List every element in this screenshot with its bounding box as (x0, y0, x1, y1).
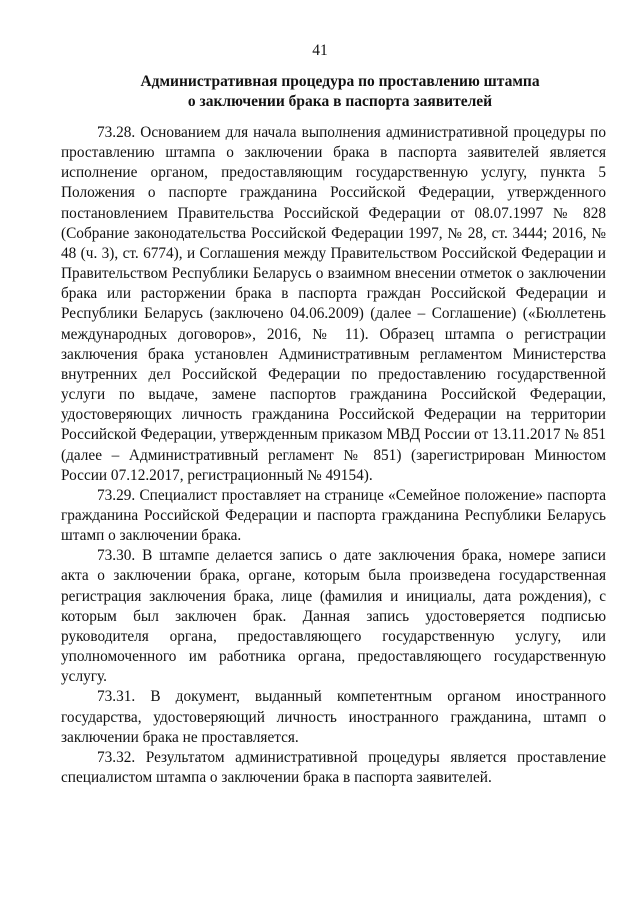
section-title-line-1: Административная процедура по проставлению штампа (140, 73, 540, 90)
document-body (61, 123, 606, 788)
paragraph-73-29: 73.29. Специалист проставляет на странице «Семейное положение» паспорта гражданина Российской Федерации и паспорта гражданина Республики Беларусь штамп о заключении брака. (61, 486, 606, 545)
section-title-line-2: о заключении брака в паспорта заявителей (187, 93, 493, 110)
paragraph-73-28: 73.28. Основанием для начала выполнения административной процедуры по проставлению штампа о заключении брака в паспорта заявителей является исполнение органом, предоставляющим государственную услугу, пункта 5 Положения о паспорте гражданина Российской Федерации, утвержденного постановлением Правительства Российской Федерации от 08.07.1997 № 828 (Собрание законодательства Российской Федерации 1997, № 28, ст. 3444; 2016, № 48 (ч. 3), ст. 6774), и Соглашения между Правительством Российской Федерации и Правительством Республики Беларусь о взаимном внесении отметок о заключении брака или расторжении брака в паспорта граждан Российской Федерации и Республики Беларусь (заключено 04.06.2009) (далее – Соглашение) («Бюллетень международных договоров», 2016, № 11). Образец штампа о регистрации заключения брака установлен Административным регламентом Министерства внутренних дел Российской Федерации по предоставлению государственной услуги по выдаче, замене паспортов гражданина Российской Федерации, удостоверяющих личность гражданина Российской Федерации на территории Российской Федерации, утвержденным приказом МВД России от 13.11.2017 № 851 (далее – Административный регламент № 851) (зарегистрирован Минюстом России 07.12.2017, регистрационный № 49154). (61, 124, 606, 484)
paragraph-73-31: 73.31. В документ, выданный компетентным органом иностранного государства, удостоверяющий личность иностранного гражданина, штамп о заключении брака не проставляется. (61, 688, 606, 746)
paragraph-73-32: 73.32. Результатом административной процедуры является проставление специалистом штампа о заключении брака в паспорта заявителей. (61, 748, 606, 786)
paragraph-73-30: 73.30. В штампе делается запись о дате заключения брака, номере записи акта о заключении брака, органе, которым была произведена государственная регистрация заключения брака, лице (фамилия и инициалы, дата рождения), с которым был заключен брак. Данная запись удостоверяется подписью руководителя органа, предоставляющего государственную услугу, или уполномоченного им работника органа, предоставляющего государственную услугу. (61, 547, 606, 686)
page-number: 41 (312, 42, 328, 59)
section-title (60, 72, 620, 112)
